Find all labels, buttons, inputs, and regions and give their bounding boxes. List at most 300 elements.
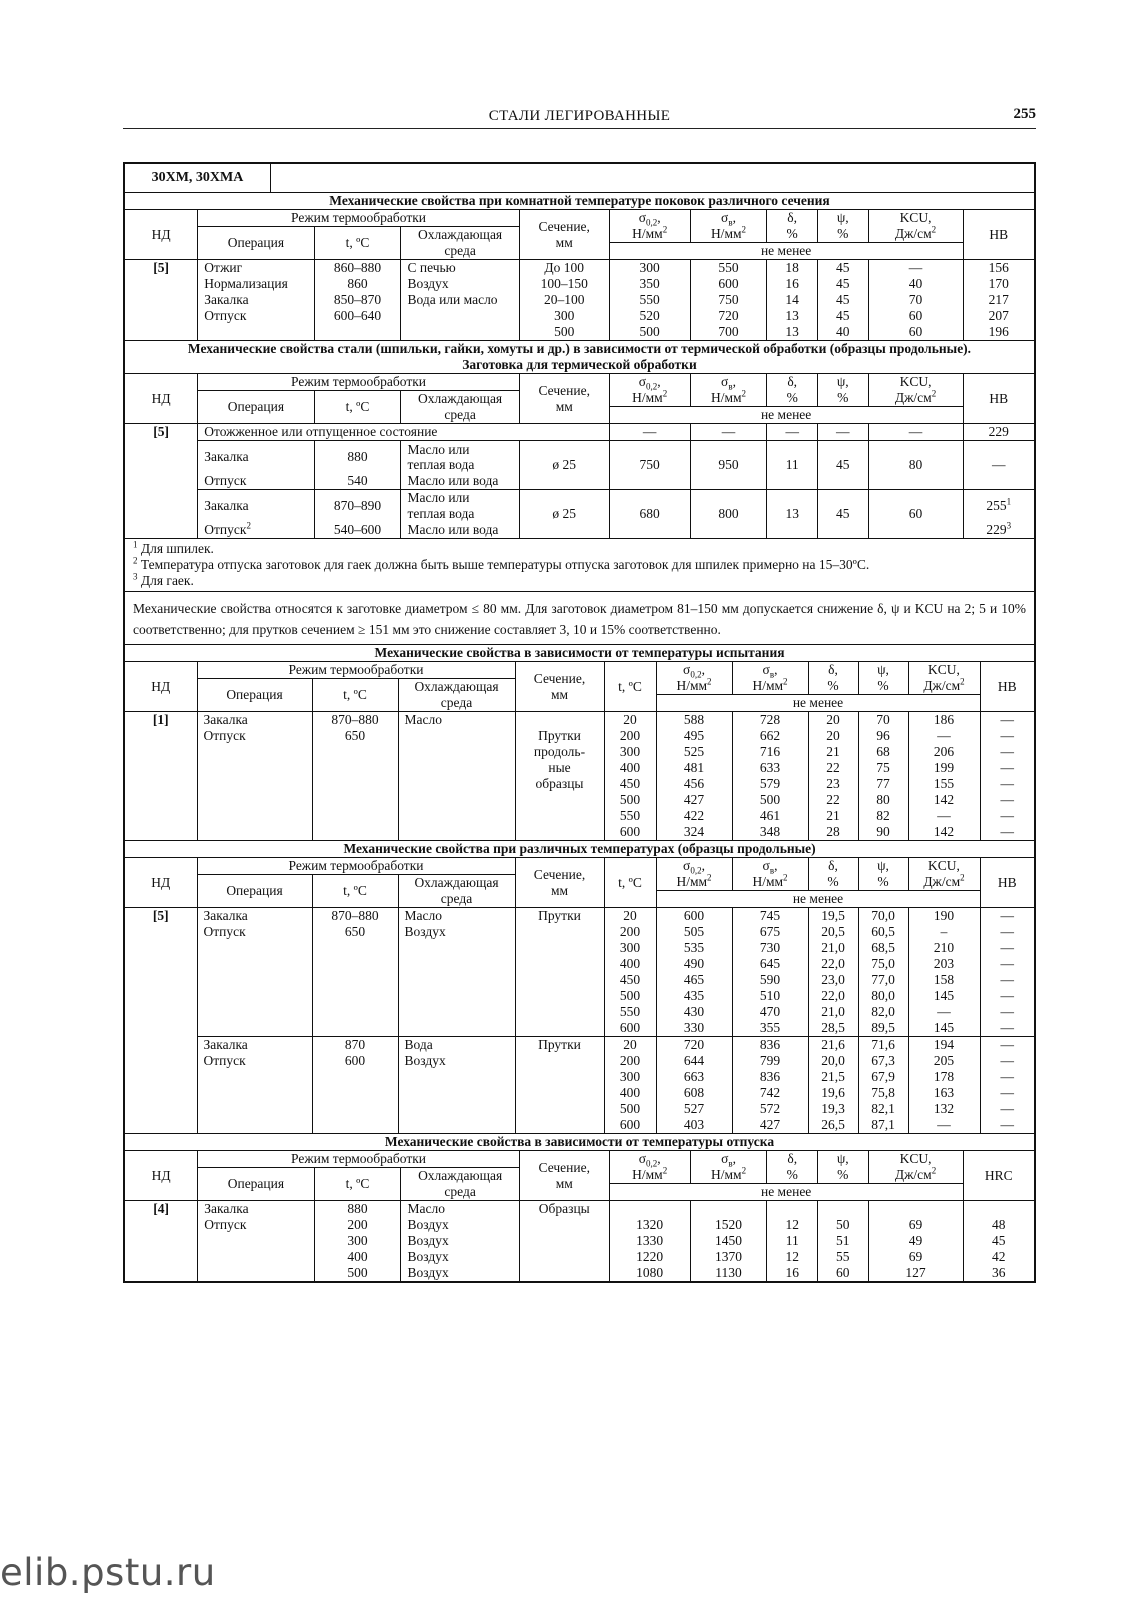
header-temp: t, ºС [314, 1168, 401, 1201]
hardness-cell: $255^1$ [986, 496, 1012, 513]
header-regime: Режим термообработки [198, 1151, 519, 1168]
value-cell: 40 [817, 324, 868, 340]
value-cell: 662 [732, 728, 808, 744]
operation-cell: Закалка [197, 1037, 312, 1054]
value-cell: 600 [690, 276, 767, 292]
value-cell: 728 [732, 712, 808, 729]
section-cell: продоль- [515, 744, 604, 760]
header-cooling: Охлаждающая среда [398, 875, 515, 908]
header-test-temp: t, ºС [604, 662, 656, 712]
cooling-cell: теплая вода [401, 506, 519, 522]
section-cell [515, 956, 604, 972]
header-regime: Режим термообработки [197, 662, 515, 679]
value-cell: — [908, 728, 980, 744]
cooling-cell [398, 1004, 515, 1020]
value-cell: — [1000, 792, 1015, 807]
operation-cell [198, 1233, 314, 1249]
value-cell: 89,5 [858, 1020, 908, 1037]
cooling-cell: Масло [398, 712, 515, 729]
operation-cell [197, 1069, 312, 1085]
temp-cell: 850–870 [314, 292, 401, 308]
value-cell: — [1000, 1053, 1015, 1068]
value-cell: 80 [868, 441, 963, 490]
operation-cell: Отпуск [198, 1217, 314, 1233]
value-cell: 300 [609, 260, 690, 277]
value-cell: 456 [656, 776, 732, 792]
cooling-cell [398, 760, 515, 776]
value-cell: 28,5 [808, 1020, 858, 1037]
value-cell: 600 [604, 1117, 656, 1133]
value-cell: 799 [732, 1053, 808, 1069]
cooling-cell [398, 728, 515, 744]
value-cell: 50 [817, 1217, 868, 1233]
value-cell: 663 [656, 1069, 732, 1085]
table-row [125, 1101, 1034, 1117]
value-cell: — [980, 1020, 1034, 1037]
header-tensile: $\sigma_в$, $Н/мм^2$ [690, 374, 767, 407]
steel-grade: 30ХМ, 30ХМА [125, 164, 271, 192]
temp-cell [312, 792, 398, 808]
header-elongation: δ, % [808, 662, 858, 695]
value-cell: 68,5 [858, 940, 908, 956]
cooling-cell: Воздух [398, 924, 515, 940]
value-cell: 71,6 [858, 1037, 908, 1054]
operation-cell: Отпуск [198, 308, 314, 324]
running-title: СТАЛИ ЛЕГИРОВАННЫЕ [488, 108, 671, 124]
value-cell: 1370 [690, 1249, 767, 1265]
value-cell: 45 [817, 292, 868, 308]
header-nd: НД [125, 210, 198, 260]
operation-cell [197, 776, 312, 792]
header-hardness: НВ [980, 662, 1034, 712]
value-cell: 481 [656, 760, 732, 776]
table-row [125, 308, 1034, 324]
header-nd: НД [125, 1151, 198, 1201]
cooling-cell [398, 792, 515, 808]
value-cell: 525 [656, 744, 732, 760]
operation-cell [197, 808, 312, 824]
header-section: Сечение, мм [519, 374, 609, 424]
cooling-cell: Вода или масло [401, 292, 519, 308]
value-cell: 490 [656, 956, 732, 972]
value-cell: 70 [868, 292, 963, 308]
hardness-cell: $229^3$ [986, 522, 1012, 537]
header-nd: НД [125, 662, 197, 712]
header-tensile: $\sigma_в$, $Н/мм^2$ [732, 858, 808, 891]
value-cell: 203 [908, 956, 980, 972]
value-cell: 716 [732, 744, 808, 760]
section-title: Механические свойства в зависимости от температуры отпуска [125, 1134, 1034, 1151]
value-cell: 633 [732, 760, 808, 776]
value-cell: 21,6 [808, 1037, 858, 1054]
value-cell: 69 [868, 1217, 963, 1233]
value-cell: 400 [604, 1085, 656, 1101]
value-cell: 68 [858, 744, 908, 760]
value-cell: — [908, 1117, 980, 1133]
value-cell: 324 [656, 824, 732, 840]
value-cell: 19,5 [808, 908, 858, 925]
cooling-cell: Воздух [401, 1249, 519, 1265]
value-cell: 87,1 [858, 1117, 908, 1133]
value-cell: 200 [604, 728, 656, 744]
page-header [123, 106, 1036, 129]
value-cell: 11 [767, 1233, 818, 1249]
header-section: Сечение, мм [519, 1151, 609, 1201]
header-operation: Операция [198, 1168, 314, 1201]
section-cell [515, 1053, 604, 1069]
operation-cell: Закалка [197, 908, 312, 925]
value-cell: 82,0 [858, 1004, 908, 1020]
value-cell: 23,0 [808, 972, 858, 988]
value-cell: 500 [604, 1101, 656, 1117]
cooling-cell: Масло или [401, 441, 519, 458]
header-elongation: δ, % [808, 858, 858, 891]
table-row [125, 956, 1034, 972]
temp-cell: 540–600 [314, 522, 401, 539]
header-cooling: Охлаждающая среда [401, 227, 519, 260]
value-cell: 465 [656, 972, 732, 988]
temp-cell [312, 808, 398, 824]
value-cell: 22 [808, 792, 858, 808]
value-cell: 527 [656, 1101, 732, 1117]
value-cell: 742 [732, 1085, 808, 1101]
value-cell: 400 [604, 956, 656, 972]
header-nd: НД [125, 858, 197, 908]
table-row [125, 728, 1034, 744]
section-cell: 300 [519, 308, 609, 324]
temp-cell [312, 1085, 398, 1101]
header-impact: KCU, $Дж/см^2$ [868, 1151, 963, 1184]
value-cell: 142 [908, 792, 980, 808]
value-cell: — [1000, 1004, 1015, 1019]
temp-cell [312, 1117, 398, 1133]
cooling-cell [398, 940, 515, 956]
value-cell: 23 [808, 776, 858, 792]
value-cell: 80,0 [858, 988, 908, 1004]
header-operation: Операция [198, 391, 314, 424]
value-cell: 14 [767, 292, 818, 308]
cooling-cell [398, 808, 515, 824]
value-cell: 145 [908, 988, 980, 1004]
value-cell: — [908, 1004, 980, 1020]
value-cell: — [908, 808, 980, 824]
table-row [125, 1069, 1034, 1085]
header-regime: Режим термообработки [197, 858, 515, 875]
nd-reference: [5] [125, 908, 197, 1134]
value-cell: 300 [604, 940, 656, 956]
value-cell: 45 [817, 441, 868, 490]
value-cell: 836 [732, 1069, 808, 1085]
footnote-2: $^2$ Температура отпуска заготовок для гаек должна быть выше температуры отпуска заготовок для шпилек примерно на 15–30ºС. [133, 555, 870, 572]
value-cell: — [1000, 1069, 1015, 1084]
operation-cell: Закалка [198, 1201, 314, 1218]
operation-cell: Отжиг [198, 260, 314, 277]
header-impact: KCU, $Дж/см^2$ [908, 662, 980, 695]
value-cell: — [1000, 728, 1015, 743]
value-cell: 55 [817, 1249, 868, 1265]
operation-cell: Закалка [198, 490, 314, 523]
cooling-cell [398, 776, 515, 792]
value-cell: 675 [732, 924, 808, 940]
value-cell: 12 [767, 1249, 818, 1265]
value-cell: — [1000, 956, 1015, 971]
header-cooling: Охлаждающая среда [401, 391, 519, 424]
hardness-cell: 207 [988, 308, 1009, 323]
value-cell: 600 [604, 824, 656, 840]
header-section: Сечение, мм [515, 662, 604, 712]
value-cell: 500 [732, 792, 808, 808]
operation-cell [198, 1265, 314, 1281]
temp-cell: 300 [314, 1233, 401, 1249]
header-reduction: ψ, % [858, 662, 908, 695]
temp-cell [312, 776, 398, 792]
temp-cell [312, 1101, 398, 1117]
value-cell: 644 [656, 1053, 732, 1069]
hardness-cell: 156 [988, 260, 1009, 275]
section-cell: 100–150 [519, 276, 609, 292]
value-cell: 186 [908, 712, 980, 729]
temp-cell: 200 [314, 1217, 401, 1233]
value-cell [609, 1201, 690, 1218]
header-section: Сечение, мм [515, 858, 604, 908]
value-cell: 750 [690, 292, 767, 308]
value-cell: — [1000, 744, 1015, 759]
value-cell: 588 [656, 712, 732, 729]
table-row [125, 1004, 1034, 1020]
header-reduction: ψ, % [817, 374, 868, 407]
temp-cell: 540 [314, 473, 401, 490]
temp-cell: 880 [314, 1201, 401, 1218]
value-cell: 67,9 [858, 1069, 908, 1085]
table-row [125, 712, 1034, 729]
value-cell: 20 [808, 712, 858, 729]
value-cell: 350 [609, 276, 690, 292]
value-cell: — [963, 441, 1034, 490]
value-cell: 550 [609, 292, 690, 308]
header-not-less: не менее [609, 1184, 963, 1201]
section-cell [515, 1020, 604, 1037]
value-cell: — [1000, 940, 1015, 955]
value-cell: 700 [690, 324, 767, 340]
value-cell: — [1000, 988, 1015, 1003]
header-tensile: $\sigma_в$, $Н/мм^2$ [690, 210, 767, 243]
value-cell: 45 [817, 308, 868, 324]
nd-reference: [5] [125, 424, 198, 539]
cooling-cell: Вода [398, 1037, 515, 1054]
header-tensile: $\sigma_в$, $Н/мм^2$ [732, 662, 808, 695]
header-regime: Режим термообработки [198, 210, 519, 227]
header-nd: НД [125, 374, 198, 424]
hardness-cell: 217 [988, 292, 1009, 307]
operation-cell [197, 956, 312, 972]
header-hardness: НВ [980, 858, 1034, 908]
section-cell [515, 940, 604, 956]
value-cell: — [1000, 1117, 1015, 1132]
value-cell: 435 [656, 988, 732, 1004]
value-cell: 90 [858, 824, 908, 840]
table-row [125, 1020, 1034, 1037]
cooling-cell: теплая вода [401, 457, 519, 473]
table-row [125, 1117, 1034, 1133]
page-number: 255 [1013, 106, 1036, 122]
temp-cell [312, 1069, 398, 1085]
header-reduction: ψ, % [858, 858, 908, 891]
temp-cell [312, 956, 398, 972]
section-cell [515, 924, 604, 940]
value-cell: 12 [767, 1217, 818, 1233]
value-cell: 60 [868, 308, 963, 324]
table-row [125, 744, 1034, 760]
value-cell: 21 [808, 808, 858, 824]
table-row [125, 424, 1034, 441]
operation-cell [197, 760, 312, 776]
value-cell: — [1000, 924, 1015, 939]
operation-cell: Нормализация [198, 276, 314, 292]
header-not-less: не менее [656, 891, 980, 908]
value-cell: 45 [817, 260, 868, 277]
temp-cell: 400 [314, 1249, 401, 1265]
operation-cell [197, 824, 312, 840]
section-cell: ные [515, 760, 604, 776]
hardness-cell: 36 [992, 1265, 1006, 1280]
value-cell: 20 [604, 1037, 656, 1054]
value-cell: 13 [767, 324, 818, 340]
value-cell: 21,0 [808, 940, 858, 956]
table-row [125, 908, 1034, 925]
annealed-state: Отожженное или отпущенное состояние [198, 424, 609, 441]
temp-cell [314, 324, 401, 340]
cooling-cell: С печью [401, 260, 519, 277]
value-cell: 13 [767, 490, 818, 539]
value-cell: 1330 [609, 1233, 690, 1249]
cooling-cell [401, 324, 519, 340]
header-hardness: HRC [963, 1151, 1034, 1201]
hardness-cell: 170 [988, 276, 1009, 291]
value-cell: 77 [858, 776, 908, 792]
cooling-cell: Масло [398, 908, 515, 925]
cooling-cell [398, 1117, 515, 1133]
section-title: Механические свойства стали (шпильки, гайки, хомуты и др.) в зависимости от термической обработки (образцы продольные). [125, 341, 1034, 358]
value-cell: 505 [656, 924, 732, 940]
value-cell: 470 [732, 1004, 808, 1020]
value-cell: — [609, 424, 690, 441]
section-cell [515, 988, 604, 1004]
value-cell: 45 [817, 490, 868, 539]
value-cell: — [1000, 1101, 1015, 1116]
header-reduction: ψ, % [817, 1151, 868, 1184]
value-cell: 145 [908, 1020, 980, 1037]
value-cell: — [1000, 712, 1015, 727]
header-not-less: не менее [609, 407, 963, 424]
value-cell: 70 [858, 712, 908, 729]
footnote-3: $^3$ Для гаек. [133, 571, 194, 588]
value-cell: 16 [767, 1265, 818, 1281]
value-cell: 210 [908, 940, 980, 956]
table-row [125, 824, 1034, 840]
value-cell: 500 [604, 988, 656, 1004]
value-cell: 158 [908, 972, 980, 988]
value-cell: 535 [656, 940, 732, 956]
value-cell: — [1000, 972, 1015, 987]
cooling-cell [398, 972, 515, 988]
value-cell: 200 [604, 1053, 656, 1069]
section-subtitle: Заготовка для термической обработки [125, 357, 1034, 374]
operation-cell: Отпуск [198, 473, 314, 490]
value-cell: 495 [656, 728, 732, 744]
temp-cell: 500 [314, 1265, 401, 1281]
cooling-cell: Воздух [401, 1233, 519, 1249]
value-cell: 608 [656, 1085, 732, 1101]
header-temp: t, ºС [314, 227, 401, 260]
value-cell: 127 [868, 1265, 963, 1281]
section-cell: 20–100 [519, 292, 609, 308]
value-cell: 20,0 [808, 1053, 858, 1069]
cooling-cell [398, 744, 515, 760]
value-cell: 75 [858, 760, 908, 776]
table-heat-treatment [125, 340, 1034, 644]
section-cell [515, 712, 604, 729]
value-cell: 77,0 [858, 972, 908, 988]
temp-cell: 860 [314, 276, 401, 292]
value-cell: 22,0 [808, 988, 858, 1004]
cooling-cell: Воздух [401, 1217, 519, 1233]
table-forgings [125, 193, 1034, 340]
header-cooling: Охлаждающая среда [398, 679, 515, 712]
value-cell: 96 [858, 728, 908, 744]
header-section: Сечение, мм [519, 210, 609, 260]
operation-cell [198, 324, 314, 340]
section-cell: ø 25 [519, 441, 609, 490]
note-text: Механические свойства относятся к заготовке диаметром ≤ 80 мм. Для заготовок диаметром 81–150 мм допускается снижение δ, ψ и KCU на 2; 5 и 10% соответственно; для прутков сечением ≥ 151 мм это снижение составляет 3, 10 и 15% соответственно. [133, 601, 1026, 637]
value-cell: 590 [732, 972, 808, 988]
header-not-less: не менее [609, 243, 963, 260]
value-cell: 520 [609, 308, 690, 324]
value-cell: 1520 [690, 1217, 767, 1233]
table-row [125, 792, 1034, 808]
value-cell: 206 [908, 744, 980, 760]
table-row [125, 1037, 1034, 1054]
header-operation: Операция [197, 679, 312, 712]
value-cell: — [868, 424, 963, 441]
table-row [125, 972, 1034, 988]
header-elongation: δ, % [767, 1151, 818, 1184]
cooling-cell: Воздух [398, 1053, 515, 1069]
operation-cell [197, 1020, 312, 1037]
operation-cell: Закалка [198, 441, 314, 474]
hardness-cell [963, 1201, 1034, 1218]
value-cell: 400 [604, 760, 656, 776]
table-row [125, 988, 1034, 1004]
value-cell: 450 [604, 972, 656, 988]
value-cell: 69 [868, 1249, 963, 1265]
temp-cell: 600 [312, 1053, 398, 1069]
value-cell: 579 [732, 776, 808, 792]
value-cell: 229 [963, 424, 1034, 441]
table-row [125, 324, 1034, 340]
header-elongation: δ, % [767, 374, 818, 407]
value-cell: 427 [656, 792, 732, 808]
temp-cell [312, 1004, 398, 1020]
value-cell [690, 1201, 767, 1218]
section-cell: Образцы [519, 1201, 609, 1282]
value-cell: 21,0 [808, 1004, 858, 1020]
section-cell: образцы [515, 776, 604, 792]
cooling-cell [398, 956, 515, 972]
table-row [125, 940, 1034, 956]
value-cell: 1320 [609, 1217, 690, 1233]
header-elongation: δ, % [767, 210, 818, 243]
value-cell: 572 [732, 1101, 808, 1117]
